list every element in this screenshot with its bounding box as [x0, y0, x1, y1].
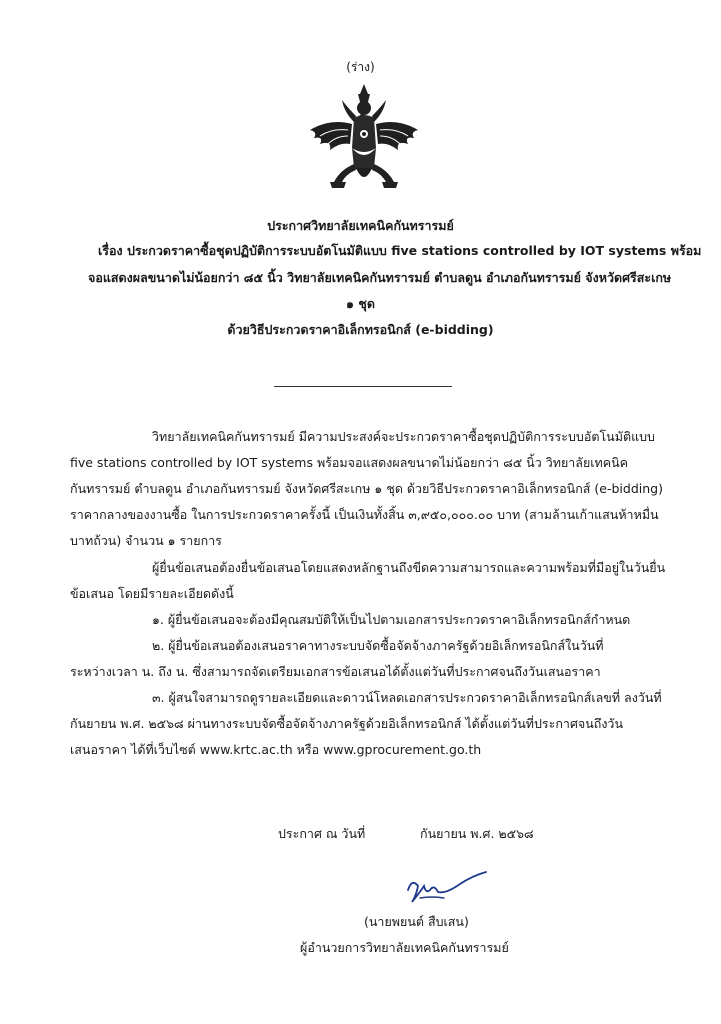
handwritten-signature-icon	[402, 868, 492, 908]
announcement-org: ประกาศวิทยาลัยเทคนิคกันทรารมย์	[267, 218, 454, 233]
list-item-3-line-3: เสนอราคา ได้ที่เว็บไซต์ www.krtc.ac.th หรือ www.gprocurement.go.th	[70, 742, 482, 757]
paragraph-1-line-3: กันทรารมย์ ตำบลดูน อำเภอกันทรารมย์ จังหวัดศรีสะเกษ ๑ ชุด ด้วยวิธีประกวดราคาอิเล็กทรอนิกส์ (e-bidding)	[70, 481, 663, 496]
announce-date: กันยายน พ.ศ. ๒๕๖๘	[420, 826, 534, 841]
list-item-3-line-2: กันยายน พ.ศ. ๒๕๖๘ ผ่านทางระบบจัดซื้อจัดจ้างภาครัฐด้วยอิเล็กทรอนิกส์ ได้ตั้งแต่วันที่ประกาศจนถึงวัน	[70, 716, 623, 731]
paragraph-2-line-1: ผู้ยื่นข้อเสนอต้องยื่นข้อเสนอโดยแสดงหลักฐานถึงขีดความสามารถและความพร้อมที่มีอยู่ในวันยื่น	[152, 560, 666, 575]
garuda-emblem-icon	[304, 78, 424, 198]
procurement-method: ด้วยวิธีประกวดราคาอิเล็กทรอนิกส์ (e-bidding)	[227, 322, 494, 337]
signer-name: (นายพยนต์ สืบเสน)	[364, 914, 469, 929]
header-divider	[274, 386, 452, 387]
subject-line-1: เรื่อง ประกวดราคาซื้อชุดปฏิบัติการระบบอัตโนมัติแบบ five stations controlled by IOT systems พร้อม	[98, 243, 702, 258]
paragraph-2-line-2: ข้อเสนอ โดยมีรายละเอียดดังนี้	[70, 586, 234, 601]
list-item-2-line-1: ๒. ผู้ยื่นข้อเสนอต้องเสนอราคาทางระบบจัดซื้อจัดจ้างภาครัฐด้วยอิเล็กทรอนิกส์ในวันที่	[152, 638, 604, 653]
list-item-2-line-2: ระหว่างเวลา น. ถึง น. ซึ่งสามารถจัดเตรียมเอกสารข้อเสนอได้ตั้งแต่วันที่ประกาศจนถึงวันเสนอราคา	[70, 664, 601, 679]
list-item-3-line-1: ๓. ผู้สนใจสามารถดูรายละเอียดและดาวน์โหลดเอกสารประกวดราคาอิเล็กทรอนิกส์เลขที่ ลงวันที่	[152, 690, 662, 705]
paragraph-1-line-2: five stations controlled by IOT systems พร้อมจอแสดงผลขนาดไม่น้อยกว่า ๘๕ นิ้ว วิทยาลัยเทคนิค	[70, 455, 629, 470]
paragraph-1-line-4: ราคากลางของงานซื้อ ในการประกวดราคาครั้งนี้ เป็นเงินทั้งสิ้น ๓,๙๕๐,๐๐๐.๐๐ บาท (สามล้านเก้าแสนห้าหมื่น	[70, 507, 659, 522]
subject-line-3: ๑ ชุด	[346, 296, 375, 311]
paragraph-1-line-1: วิทยาลัยเทคนิคกันทรารมย์ มีความประสงค์จะประกวดราคาซื้อชุดปฏิบัติการระบบอัตโนมัติแบบ	[152, 429, 655, 444]
signer-position: ผู้อำนวยการวิทยาลัยเทคนิคกันทรารมย์	[300, 940, 509, 955]
list-item-1: ๑. ผู้ยื่นข้อเสนอจะต้องมีคุณสมบัติให้เป็นไปตามเอกสารประกวดราคาอิเล็กทรอนิกส์กำหนด	[152, 612, 631, 627]
announce-date-label: ประกาศ ณ วันที่	[278, 826, 366, 841]
subject-line-2: จอแสดงผลขนาดไม่น้อยกว่า ๘๕ นิ้ว วิทยาลัยเทคนิคกันทรารมย์ ตำบลดูน อำเภอกันทรารมย์ จังหวัดศรีสะเกษ	[88, 270, 672, 285]
paragraph-1-line-5: บาทถ้วน) จำนวน ๑ รายการ	[70, 533, 222, 548]
draft-mark: (ร่าง)	[346, 60, 375, 74]
